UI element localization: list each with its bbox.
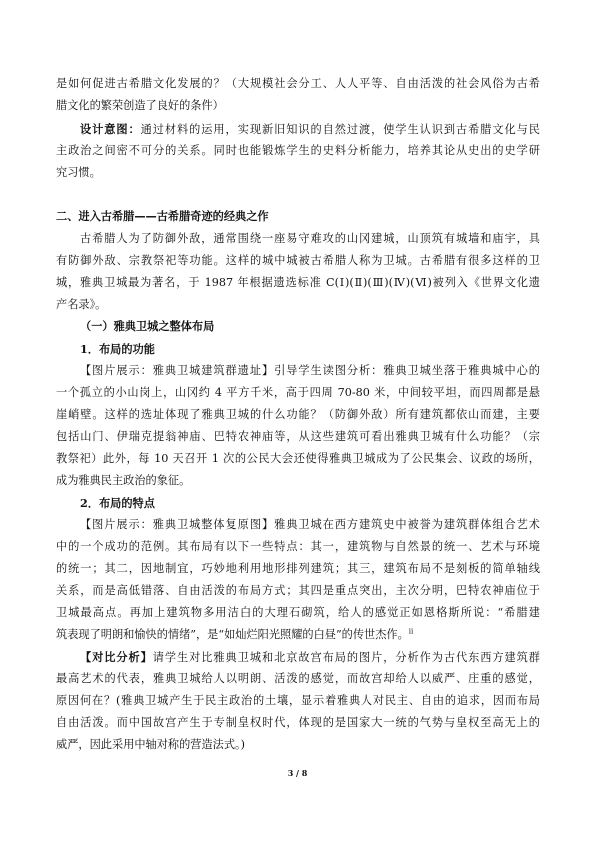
text-line: 请学生对比雅典卫城和北京故宫布局的图片，分析作为古代东西方建筑群 xyxy=(152,650,540,664)
page-number: 3 / 8 xyxy=(287,768,308,778)
text-line: 筑表现了明朗和愉快的情绪”，是“如灿烂阳光照耀的白昼”的传世杰作。 xyxy=(56,627,409,641)
text-line: 一个孤立的小山岗上，山冈约 4 平方千米，高于四周 70-80 米，中间较平坦，而四周都是悬 xyxy=(56,385,540,399)
design-intent-label: 设计意图： xyxy=(80,121,141,136)
text-line: 主政治之间密不可分的关系。同时也能锻炼学生的史料分析能力，培养其论从史出的史学研 xyxy=(56,143,540,157)
subsubsection-heading: 2．布局的特点 xyxy=(80,495,155,510)
text-line: 崖峭壁。这样的选址体现了雅典卫城的什么功能？（防御外敌）所有建筑都依山而建，主要 xyxy=(56,407,540,421)
text-line: 的统一；其二，因地制宜，巧妙地利用地形排列建筑；其三，建筑布局不是刻板的简单轴线 xyxy=(56,561,540,575)
text-line: 卫城最高点。再加上建筑物多用洁白的大理石砌筑，给人的感觉正如恩格斯所说：“希腊建 xyxy=(56,605,540,619)
text-line: 古希腊人为了防御外敌，通常围绕一座易守难攻的山冈建城，山顶筑有城墙和庙宇，具 xyxy=(80,231,540,245)
text-line: 成为雅典民主政治的象征。 xyxy=(56,473,191,487)
footnote-ref[interactable]: ii xyxy=(408,627,414,636)
text-line: 腊文化的繁荣创造了良好的条件） xyxy=(56,99,224,112)
design-intent-paragraph xyxy=(80,122,540,137)
text-line: 原因何在？(雅典卫城产生于民主政治的土壤，显示着雅典人对民主、自由的追求，因而布局 xyxy=(56,693,540,707)
subsubsection-heading: 1．布局的功能 xyxy=(80,341,155,356)
text-line: 自由活泼。而中国故宫产生于专制皇权时代，体现的是国家大一统的气势与皇权至高无上的 xyxy=(56,715,540,729)
text-line: 包括山门、伊瑞克提翁神庙、巴特农神庙等，从这些建筑可看出雅典卫城有什么功能？（宗 xyxy=(56,429,540,443)
text-line: 城，雅典卫城最为著名，于 1987 年根据遗选标准 C(Ⅰ)(Ⅱ)(Ⅲ)(Ⅳ)(Ⅵ)被列入《世界文化遗 xyxy=(56,275,540,289)
text-line: 【图片展示：雅典卫城整体复原图】雅典卫城在西方建筑史中被誉为建筑群体组合艺术 xyxy=(80,517,540,531)
text-line: 通过材料的运用，实现新旧知识的自然过渡，使学生认识到古希腊文化与民 xyxy=(140,122,540,136)
text-line: 中的一个成功的范例。其布局有以下一些特点：其一，建筑物与自然景的统一、艺术与环境 xyxy=(56,539,540,553)
comparison-paragraph xyxy=(80,650,540,665)
text-line: 产名录》。 xyxy=(56,297,107,311)
text-line: 有防御外敌、宗教祭祀等功能。这样的城中城被古希腊人称为卫城。古希腊有很多这样的卫 xyxy=(56,253,540,267)
text-line: 关系，而是高低错落、自由活泼的布局方式；其四是重点突出，主次分明，巴特农神庙位于 xyxy=(56,583,540,597)
text-line-with-note xyxy=(56,628,540,642)
text-line: 教祭祀）此外，每 10 天召开 1 次的公民大会还使得雅典卫城成为了公民集会、议政的场所， xyxy=(56,451,540,465)
text-line: 威严，因此采用中轴对称的营造法式。) xyxy=(56,738,245,751)
text-line: 是如何促进古希腊文化发展的？（大规模社会分工、人人平等、自由活泼的社会风俗为古希 xyxy=(56,77,540,90)
text-line: 最高艺术的代表，雅典卫城给人以明朗、活泼的感觉，而故宫却给人以威严、庄重的感觉， xyxy=(56,671,540,685)
section-heading: 二、进入古希腊——古希腊奇迹的经典之作 xyxy=(56,209,269,223)
text-line: 究习惯。 xyxy=(56,165,101,179)
subsection-heading: （一）雅典卫城之整体布局 xyxy=(80,319,215,333)
text-line: 【图片展示：雅典卫城建筑群遗址】引导学生读图分析：雅典卫城坐落于雅典城中心的 xyxy=(80,363,540,377)
comparison-label: 【对比分析】 xyxy=(80,649,153,664)
